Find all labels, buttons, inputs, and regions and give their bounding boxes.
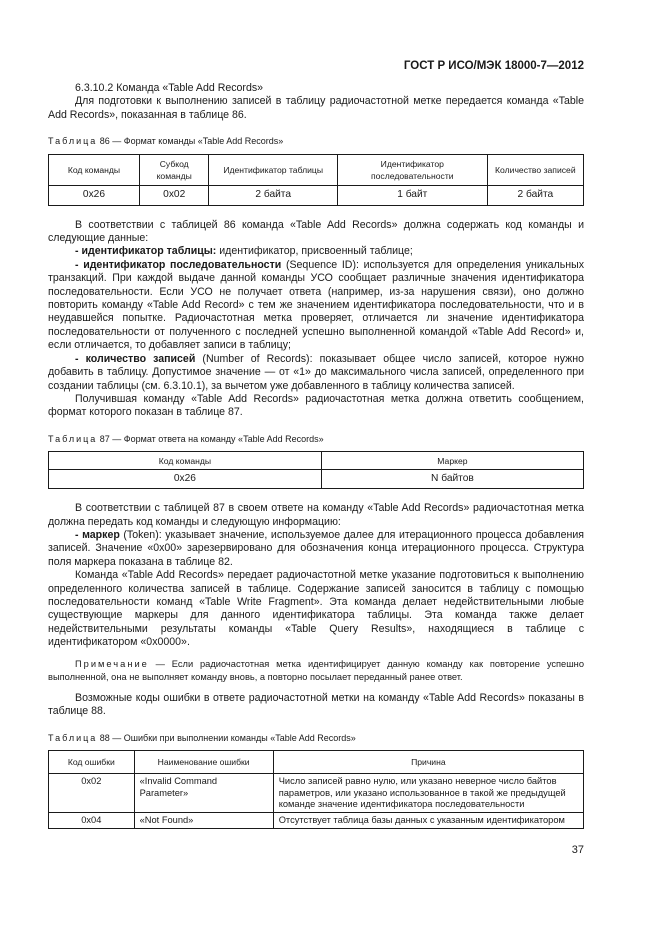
column-header: Субкод команды [139, 154, 209, 185]
page-content [48, 82, 584, 829]
table-cell: 0x02 [139, 185, 209, 205]
table-cell: 2 байта [487, 185, 583, 205]
paragraph-reply-intro: Получившая команду «Table Add Records» радиочастотная метка должна ответить сообщением, формат которого показан в таблице 87. [48, 392, 584, 419]
field-table-id [48, 245, 584, 258]
paragraph-command-description: Команда «Table Add Records» передает радиочастотной метке указание подготовиться к выполнению определенного количества записей в таблице. Содержание записей заносится в таблицу с помощью последовательности команд «Table Write Fragment». Эта команда делает недействительными любые существующие маркеры для данного идентификатора таблицы. Эта команда также делает недействительными результаты команды «Table Query Results», находящиеся в таблице с идентификатором «0x0000». [48, 569, 584, 649]
note-text: — Если радиочастотная метка идентифицирует данную команду как повторение успешно выполненной, она не выполняет команду вновь, а повторно посылает переданный ранее ответ. [48, 658, 584, 682]
field-sequence-id [48, 259, 584, 353]
error-name-cell: «Not Found» [134, 813, 273, 829]
table-row [49, 813, 584, 829]
field-term: - идентификатор таблицы: [75, 245, 217, 258]
field-term: - идентификатор последовательности [75, 258, 282, 271]
error-reason-cell: Число записей равно нулю, или указано неверное число байтов параметров, или указано использованное в такой же предыдущей команде значение идентификатора последовательности [273, 774, 583, 813]
paragraph-fields-intro: В соответствии с таблицей 86 команда «Table Add Records» должна содержать код команды и следующие данные: [48, 218, 584, 245]
table-row [49, 185, 584, 205]
table-cell: 2 байта [209, 185, 337, 205]
table-88 [48, 750, 584, 829]
table-87 [48, 451, 584, 489]
field-token [48, 529, 584, 569]
column-header: Идентификатор таблицы [209, 154, 337, 185]
table-header-row [49, 154, 584, 185]
table-cell: 1 байт [337, 185, 487, 205]
note [48, 658, 584, 684]
table-88-caption-word: Таблица [48, 732, 98, 743]
error-code-cell: 0x04 [49, 813, 135, 829]
column-header: Идентификатор последовательности [337, 154, 487, 185]
section-title: 6.3.10.2 Команда «Table Add Records» [75, 82, 264, 94]
field-record-count [48, 353, 584, 393]
table-row [49, 470, 584, 489]
column-header: Код ошибки [49, 751, 135, 774]
field-description: (Token): указывает значение, используемое далее для итерационного процесса добавления записей. Значение «0x00» зарезервировано для обозначения конца итерационного процесса. Структура поля маркера показана в таблице 82. [48, 528, 585, 568]
paragraph-reply-fields: В соответствии с таблицей 87 в своем ответе на команду «Table Add Records» радиочастотная метка должна передать код команды и следующую информацию: [48, 502, 584, 528]
error-reason-cell: Отсутствует таблица базы данных с указанным идентификатором [273, 813, 583, 829]
column-header: Причина [273, 751, 583, 774]
table-87-caption-text: 87 — Формат ответа на команду «Table Add Records» [97, 433, 324, 444]
section-intro: Для подготовки к выполнению записей в таблицу радиочастотной метке передается команда «Table Add Records», показанная в таблице 86. [48, 95, 584, 121]
document-header: ГОСТ Р ИСО/МЭК 18000-7—2012 [403, 60, 584, 72]
field-term: - маркер [75, 528, 120, 541]
table-cell: 0x26 [49, 185, 140, 205]
paragraph-errors-intro: Возможные коды ошибки в ответе радиочастотной метки на команду «Table Add Records» показаны в таблице 88. [48, 692, 584, 718]
column-header: Код команды [49, 452, 322, 470]
table-86-caption [48, 135, 584, 148]
column-header: Маркер [321, 452, 583, 470]
column-header: Количество записей [487, 154, 583, 185]
table-88-caption-text: 88 — Ошибки при выполнении команды «Table Add Records» [97, 732, 356, 743]
table-88-caption [48, 732, 584, 745]
field-description: (Number of Records): показывает общее число записей, которое нужно добавить в таблицу. Допустимое значение — от «1» до максимального числа записей, определенного при создании таблицы (см. 6.3.10.1), за вычетом уже добавленного в таблицу количества записей. [48, 352, 585, 392]
table-86 [48, 154, 584, 206]
page-number: 37 [571, 844, 584, 856]
table-86-caption-text: 86 — Формат команды «Table Add Records» [97, 136, 284, 147]
table-87-caption-word: Таблица [48, 433, 98, 444]
table-cell: N байтов [321, 470, 583, 489]
column-header: Наименование ошибки [134, 751, 273, 774]
error-name-cell: «Invalid Command Parameter» [134, 774, 273, 813]
table-cell: 0x26 [49, 470, 322, 489]
field-description: (Sequence ID): используется для определения уникальных транзакций. При каждой выдаче данной команды УСО сообщает различные значения идентификатора последовательности. Если УСО не получает ответа (например, из-за нарушения связи), оно должно повторить команду «Table Add Record» с тем же значением идентификатора последовательности, что и в неудавшейся попытке. Радиочастотная метка проверяет, отличается ли значение идентификатора последовательности от полученного с последней успешно выполненной командой «Table Add Record» и, если отличается, то добавляет записи в таблицу; [48, 258, 584, 352]
field-description: идентификатор, присвоенный таблице; [216, 245, 413, 258]
table-row [49, 774, 584, 813]
table-header-row [49, 452, 584, 470]
table-header-row [49, 751, 584, 774]
table-86-caption-word: Таблица [48, 136, 98, 147]
field-term: - количество записей [75, 352, 196, 365]
table-87-caption [48, 433, 584, 446]
note-label: Примечание [75, 658, 149, 669]
column-header: Код команды [49, 154, 140, 185]
error-code-cell: 0x02 [49, 774, 135, 813]
